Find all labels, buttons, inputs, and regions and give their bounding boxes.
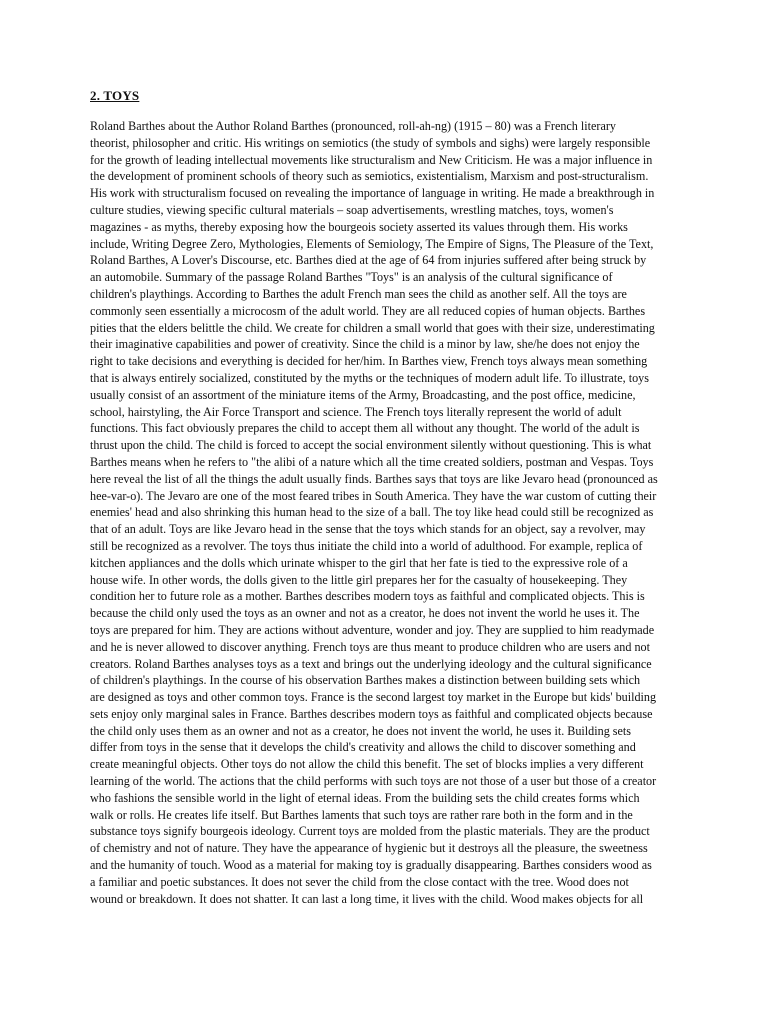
text-line: learning of the world. The actions that the child performs with such toys are not those of a user but those of a creator bbox=[90, 774, 657, 789]
text-line: His work with structuralism focused on revealing the importance of language in writing. He made a breakthrough in bbox=[90, 186, 655, 201]
text-line: an automobile. Summary of the passage Roland Barthes "Toys" is an analysis of the cultural significance of bbox=[90, 270, 613, 285]
text-line: Roland Barthes about the Author Roland Barthes (pronounced, roll-ah-ng) (1915 – 80) was a French literary bbox=[90, 119, 616, 133]
text-line: of children's playthings. In the course of his observation Barthes makes a distinction between building sets which bbox=[90, 673, 641, 688]
text-line: functions. This fact obviously prepares the child to accept them all without any thought. The world of the adult is bbox=[90, 421, 640, 436]
text-line: right to take decisions and everything is decided for her/him. In Barthes view, French toys always mean something bbox=[90, 354, 648, 369]
text-line: that is always entirely socialized, constituted by the myths or the techniques of modern adult life. To illustrate, toys bbox=[90, 370, 649, 385]
text-line: theorist, philosopher and critic. His writings on semiotics (the study of symbols and sighs) were largely responsible bbox=[90, 135, 651, 150]
text-line: differ from toys in the sense that it develops the child's creativity and allows the child to discover something and bbox=[90, 740, 636, 755]
text-line: sets enjoy only marginal sales in France. Barthes describes modern toys as faithful and complicated objects because bbox=[90, 706, 653, 721]
text-line: include, Writing Degree Zero, Mythologies, Elements of Semiology, The Empire of Signs, The Pleasure of the Text, bbox=[90, 236, 654, 251]
text-line: still be recognized as a revolver. The toys thus initiate the child into a world of adulthood. For example, replica of bbox=[90, 538, 643, 553]
text-line: culture studies, viewing specific cultural materials – soap advertisements, wrestling matches, toys, women's bbox=[90, 202, 614, 217]
text-line: hee-var-o). The Jevaro are one of the most feared tribes in South America. They have the war custom of cutting their bbox=[90, 488, 657, 503]
text-line: usually consist of an assortment of the miniature items of the Army, Broadcasting, and the post office, medicine, bbox=[90, 387, 636, 402]
text-line: enemies' head and also shrinking this human head to the size of a ball. The toy like head could still be recognized as bbox=[90, 505, 654, 520]
text-line: house wife. In other words, the dolls given to the little girl prepares her for the casualty of housekeeping. They bbox=[90, 572, 628, 587]
text-line: and the humanity of touch. Wood as a material for making toy is gradually disappearing. Barthes considers wood as bbox=[90, 858, 652, 873]
document-page bbox=[90, 88, 679, 907]
text-line: Barthes means when he refers to "the alibi of a nature which all the time created soldiers, postman and Vespas. Toys bbox=[90, 454, 654, 469]
text-line: and he is never allowed to discover anything. French toys are thus meant to produce children who are users and not bbox=[90, 639, 650, 654]
text-line: the child only uses them as an owner and not as a creator, he does not invent the world, he uses it. Building sets bbox=[90, 723, 632, 738]
text-line: magazines - as myths, thereby exposing how the bourgeois society asserted its values through them. His works bbox=[90, 219, 628, 234]
text-line: create meaningful objects. Other toys do not allow the child this benefit. The set of blocks implies a very different bbox=[90, 757, 644, 772]
text-line: substance toys signify bourgeois ideology. Current toys are molded from the plastic materials. They are the product bbox=[90, 824, 650, 839]
text-line: their imaginative capabilities and power of creativity. Since the child is a minor by law, she/he does not enjoy the bbox=[90, 337, 640, 352]
text-line: children's playthings. According to Barthes the adult French man sees the child as another self. All the toys are bbox=[90, 286, 627, 301]
body-paragraph bbox=[90, 118, 679, 907]
text-line: here reveal the list of all the things the adult usually finds. Barthes says that toys are like Jevaro head (pronounced as bbox=[90, 471, 658, 486]
text-line: creators. Roland Barthes analyses toys as a text and brings out the underlying ideology and the cultural significance bbox=[90, 656, 652, 671]
text-line: Roland Barthes, A Lover's Discourse, etc. Barthes died at the age of 64 from injuries suffered after being struck by bbox=[90, 253, 647, 268]
text-line: a familiar and poetic substances. It does not sever the child from the close contact with the tree. Wood does not bbox=[90, 874, 629, 889]
text-line: are designed as toys and other common toys. France is the second largest toy market in the Europe but kids' building bbox=[90, 690, 657, 705]
text-line: for the growth of leading intellectual movements like structuralism and New Criticism. He was a major influence in bbox=[90, 152, 653, 167]
text-line: thrust upon the child. The child is forced to accept the social environment silently without questioning. This is what bbox=[90, 438, 652, 453]
text-line: because the child only used the toys as an owner and not as a creator, he does not invent the world he uses it. The bbox=[90, 606, 640, 621]
text-line: that of an adult. Toys are like Jevaro head in the sense that the toys which stands for an object, say a revolver, may bbox=[90, 522, 646, 537]
text-line: kitchen appliances and the dolls which urinate whisper to the girl that her fate is tied to the expressive role of a bbox=[90, 555, 628, 570]
text-line: condition her to future role as a mother. Barthes describes modern toys as faithful and complicated objects. This is bbox=[90, 589, 645, 604]
text-line: toys are prepared for him. They are actions without adventure, wonder and joy. They are supplied to him readymade bbox=[90, 622, 655, 637]
text-line: wound or breakdown. It does not shatter. It can last a long time, it lives with the child. Wood makes objects for all bbox=[90, 891, 644, 906]
text-line: who fashions the sensible world in the light of eternal ideas. From the building sets the child creates forms which bbox=[90, 790, 640, 805]
text-line: the development of prominent schools of theory such as semiotics, existentialism, Marxism and post-structuralism. bbox=[90, 169, 649, 184]
text-line: of chemistry and not of nature. They have the appearance of hygienic but it destroys all the pleasure, the sweetness bbox=[90, 841, 648, 856]
text-line: walk or rolls. He creates life itself. But Barthes laments that such toys are rather rare both in the form and in the bbox=[90, 807, 633, 822]
text-line: pities that the elders belittle the child. We create for children a small world that goes with their size, underestimating bbox=[90, 320, 655, 335]
text-line: school, hairstyling, the Air Force Transport and science. The French toys literally represent the world of adult bbox=[90, 404, 622, 419]
section-heading: 2. TOYS bbox=[90, 88, 140, 103]
text-line: commonly seen essentially a microcosm of the adult world. They are all reduced copies of human objects. Barthes bbox=[90, 303, 646, 318]
